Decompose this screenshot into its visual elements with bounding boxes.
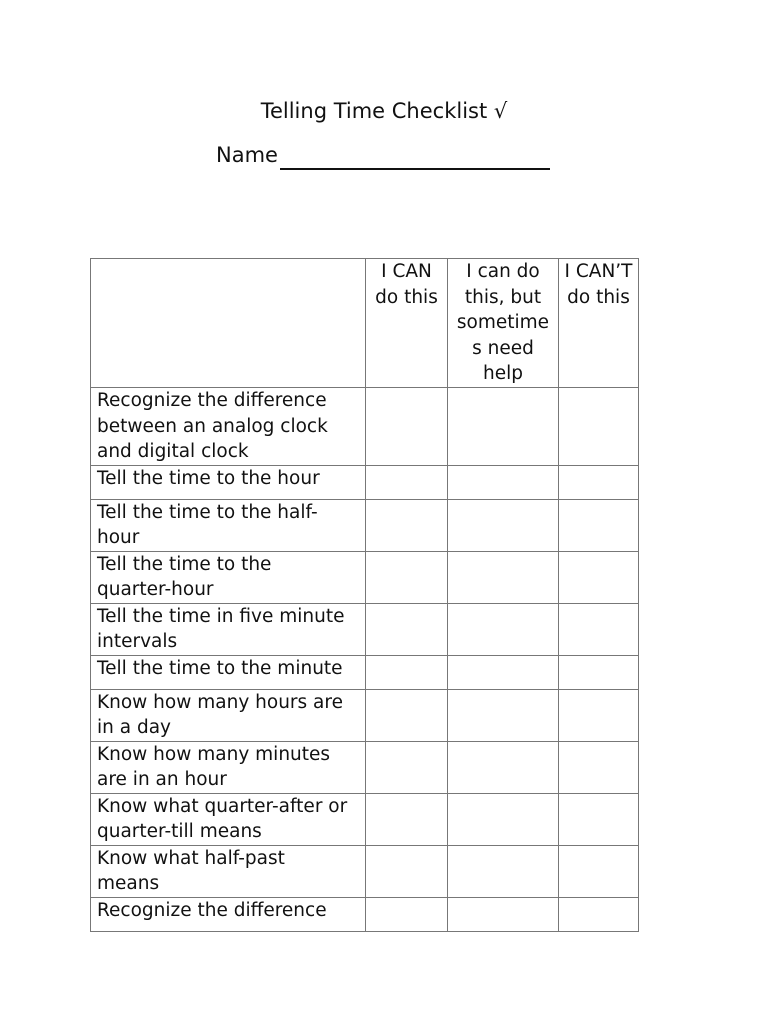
skill-label: Recognize the difference between an analog clock and digital clock <box>91 388 366 466</box>
name-row <box>216 140 550 170</box>
check-need-help-cell[interactable] <box>448 603 559 655</box>
check-i-cant-cell[interactable] <box>559 499 639 551</box>
check-i-can-cell[interactable] <box>366 465 448 499</box>
table-row <box>91 465 639 499</box>
table-row <box>91 793 639 845</box>
skill-label: Tell the time to the hour <box>91 465 366 499</box>
check-need-help-cell[interactable] <box>448 465 559 499</box>
skill-label: Tell the time to the minute <box>91 655 366 689</box>
table-row <box>91 741 639 793</box>
skill-label: Tell the time to the quarter-hour <box>91 551 366 603</box>
skill-label: Know what half-past means <box>91 845 366 897</box>
header-i-can: I CAN do this <box>366 259 448 388</box>
check-i-cant-cell[interactable] <box>559 793 639 845</box>
name-label: Name <box>216 143 278 167</box>
check-i-cant-cell[interactable] <box>559 845 639 897</box>
check-i-cant-cell[interactable] <box>559 388 639 466</box>
check-need-help-cell[interactable] <box>448 689 559 741</box>
check-i-cant-cell[interactable] <box>559 897 639 931</box>
check-need-help-cell[interactable] <box>448 388 559 466</box>
check-i-can-cell[interactable] <box>366 689 448 741</box>
check-i-can-cell[interactable] <box>366 741 448 793</box>
check-i-cant-cell[interactable] <box>559 465 639 499</box>
check-i-can-cell[interactable] <box>366 793 448 845</box>
skill-label: Know what quarter-after or quarter-till means <box>91 793 366 845</box>
checklist-table <box>90 258 639 932</box>
header-blank-cell <box>91 259 366 388</box>
table-row <box>91 551 639 603</box>
skill-label: Know how many minutes are in an hour <box>91 741 366 793</box>
skill-label: Tell the time to the half- hour <box>91 499 366 551</box>
table-row <box>91 845 639 897</box>
table-row <box>91 603 639 655</box>
check-need-help-cell[interactable] <box>448 793 559 845</box>
page-title: Telling Time Checklist √ <box>260 99 508 123</box>
check-i-cant-cell[interactable] <box>559 551 639 603</box>
skill-label: Know how many hours are in a day <box>91 689 366 741</box>
check-i-cant-cell[interactable] <box>559 689 639 741</box>
check-i-can-cell[interactable] <box>366 897 448 931</box>
check-i-cant-cell[interactable] <box>559 655 639 689</box>
header-need-help: I can do this, but sometime s need help <box>448 259 559 388</box>
check-i-can-cell[interactable] <box>366 603 448 655</box>
skill-label: Tell the time in five minute intervals <box>91 603 366 655</box>
skill-label: Recognize the difference <box>91 897 366 931</box>
check-need-help-cell[interactable] <box>448 551 559 603</box>
check-i-can-cell[interactable] <box>366 655 448 689</box>
table-row <box>91 689 639 741</box>
header-row <box>91 259 639 388</box>
check-need-help-cell[interactable] <box>448 845 559 897</box>
header-i-cant: I CAN’T do this <box>559 259 639 388</box>
check-i-cant-cell[interactable] <box>559 603 639 655</box>
table-row <box>91 655 639 689</box>
table-row <box>91 499 639 551</box>
table-row <box>91 897 639 931</box>
check-need-help-cell[interactable] <box>448 741 559 793</box>
check-i-can-cell[interactable] <box>366 499 448 551</box>
table-row <box>91 388 639 466</box>
check-need-help-cell[interactable] <box>448 897 559 931</box>
check-i-can-cell[interactable] <box>366 551 448 603</box>
check-need-help-cell[interactable] <box>448 655 559 689</box>
check-i-cant-cell[interactable] <box>559 741 639 793</box>
check-i-can-cell[interactable] <box>366 845 448 897</box>
name-blank-line[interactable] <box>280 144 550 170</box>
check-i-can-cell[interactable] <box>366 388 448 466</box>
check-need-help-cell[interactable] <box>448 499 559 551</box>
